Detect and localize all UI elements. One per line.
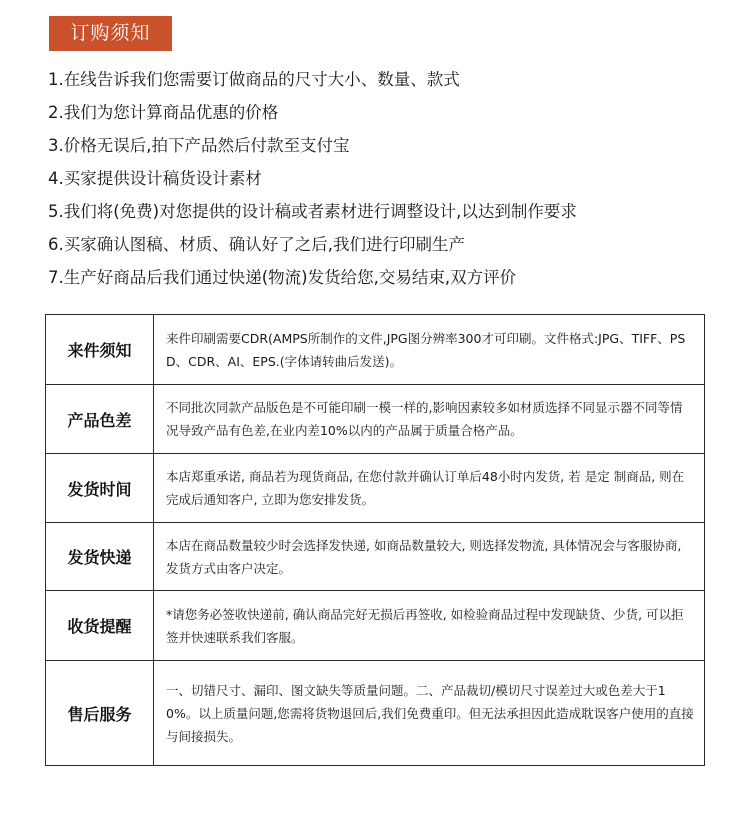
step-item: 6.买家确认图稿、材质、确认好了之后,我们进行印刷生产 (48, 235, 465, 254)
step-item: 5.我们将(免费)对您提供的设计稿或者素材进行调整设计,以达到制作要求 (48, 202, 577, 221)
row-text: 一、切错尺寸、漏印、图文缺失等质量问题。二、产品裁切/模切尺寸误差过大或色差大于10%。以上质量问题,您需将货物退回后,我们免费重印。但无法承担因此造成耽误客户使用的直接与间接损失。 (154, 661, 705, 766)
row-label: 产品色差 (46, 385, 154, 454)
row-label: 来件须知 (46, 315, 154, 385)
row-text: 不同批次同款产品版色是不可能印刷一模一样的,影响因素较多如材质选择不同显示器不同等情况导致产品有色差,在业内差10%以内的产品属于质量合格产品。 (154, 385, 705, 454)
table-row (46, 661, 705, 766)
order-steps-list (48, 66, 728, 297)
step-item: 4.买家提供设计稿货设计素材 (48, 169, 262, 188)
step-item: 2.我们为您计算商品优惠的价格 (48, 103, 279, 122)
table-row (46, 591, 705, 661)
table-row (46, 523, 705, 591)
step-item: 3.价格无误后,拍下产品然后付款至支付宝 (48, 136, 350, 155)
row-text: 本店在商品数量较少时会选择发快递, 如商品数量较大, 则选择发物流, 具体情况会与客服协商, 发货方式由客户决定。 (154, 523, 705, 591)
table-row (46, 315, 705, 385)
section-title: 订购须知 (49, 16, 172, 51)
row-label: 收货提醒 (46, 591, 154, 661)
info-table (45, 314, 705, 766)
table-row (46, 385, 705, 454)
step-item: 7.生产好商品后我们通过快递(物流)发货给您,交易结束,双方评价 (48, 268, 517, 287)
row-label: 售后服务 (46, 661, 154, 766)
step-item: 1.在线告诉我们您需要订做商品的尺寸大小、数量、款式 (48, 70, 460, 89)
row-label: 发货快递 (46, 523, 154, 591)
table-row (46, 454, 705, 523)
row-label: 发货时间 (46, 454, 154, 523)
row-text: *请您务必签收快递前, 确认商品完好无损后再签收, 如检验商品过程中发现缺货、少货, 可以拒签并快速联系我们客服。 (154, 591, 705, 661)
row-text: 来件印刷需要CDR(AMPS所制作的文件,JPG图分辨率300才可印刷。文件格式:JPG、TIFF、PSD、CDR、AI、EPS.(字体请转曲后发送)。 (154, 315, 705, 385)
row-text: 本店郑重承诺, 商品若为现货商品, 在您付款并确认订单后48小时内发货, 若 是定 制商品, 则在完成后通知客户, 立即为您安排发货。 (154, 454, 705, 523)
